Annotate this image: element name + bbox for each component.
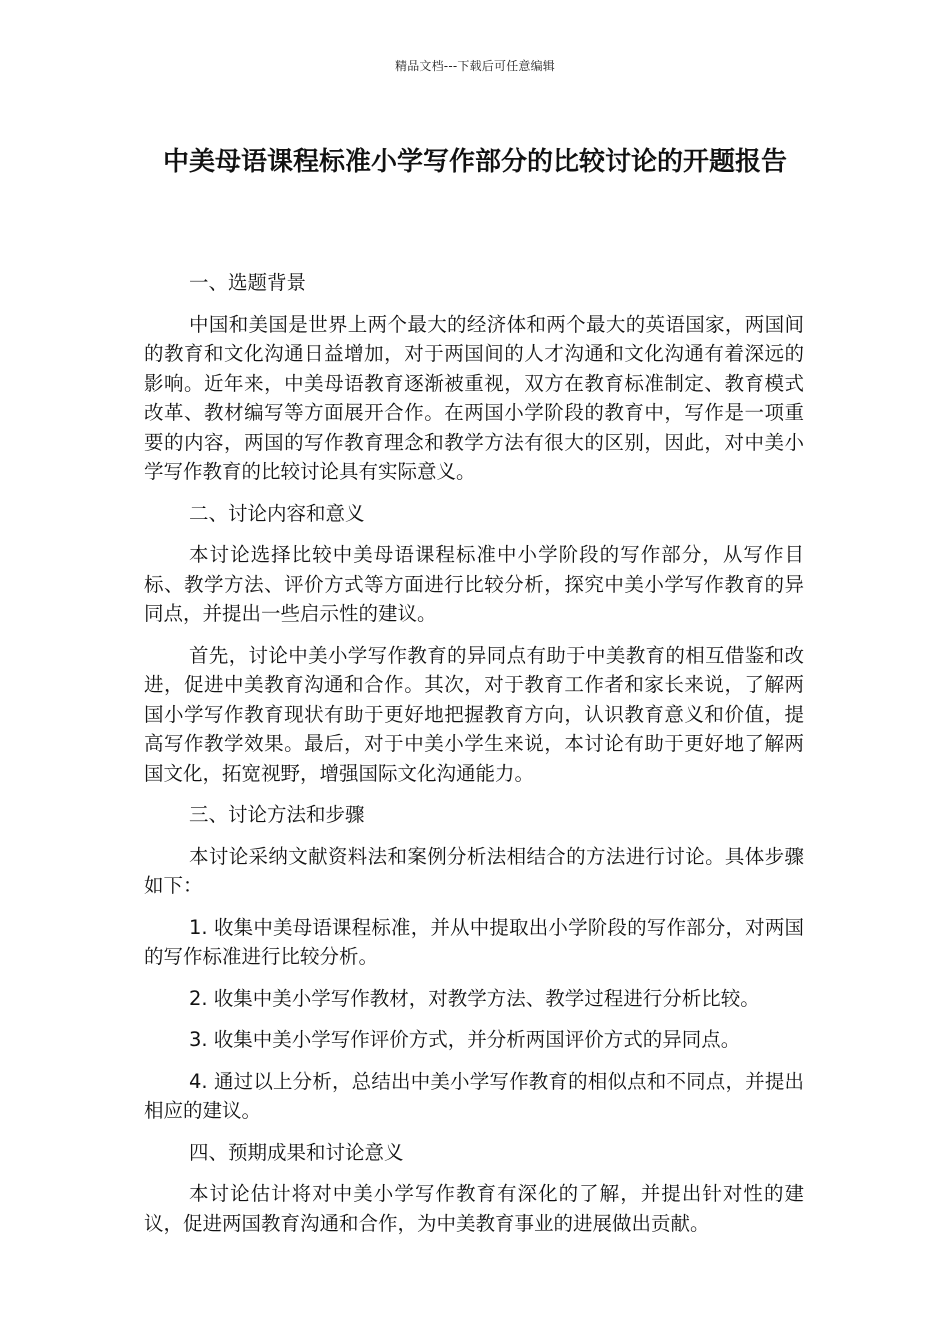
section-heading-methods: 三、讨论方法和步骤 [189, 803, 365, 826]
paragraph-methods-intro: 本讨论采纳文献资料法和案例分析法相结合的方法进行讨论。具体步骤如下： [144, 844, 804, 897]
section-heading-background: 一、选题背景 [189, 271, 307, 294]
list-item-step-4: 4. 通过以上分析，总结出中美小学写作教育的相似点和不同点，并提出相应的建议。 [144, 1069, 804, 1122]
header-note: 精品文档---下载后可任意编辑 [395, 59, 555, 73]
list-item-step-1: 1. 收集中美母语课程标准，并从中提取出小学阶段的写作部分，对两国的写作标准进行比较分析。 [144, 915, 804, 968]
document-body [144, 268, 804, 1250]
list-item-step-3: 3. 收集中美小学写作评价方式，并分析两国评价方式的异同点。 [189, 1028, 741, 1051]
paragraph-content-scope: 本讨论选择比较中美母语课程标准中小学阶段的写作部分，从写作目标、教学方法、评价方式等方面进行比较分析，探究中美小学写作教育的异同点，并提出一些启示性的建议。 [144, 543, 804, 625]
list-item-step-2: 2. 收集中美小学写作教材，对教学方法、教学过程进行分析比较。 [189, 986, 760, 1010]
section-heading-outcomes: 四、预期成果和讨论意义 [189, 1140, 404, 1164]
section-heading-content: 二、讨论内容和意义 [189, 501, 365, 525]
document-title: 中美母语课程标准小学写作部分的比较讨论的开题报告 [162, 147, 787, 177]
paragraph-outcomes: 本讨论估计将对中美小学写作教育有深化的了解，并提出针对性的建议，促进两国教育沟通和合作，为中美教育事业的进展做出贡献。 [144, 1182, 804, 1235]
paragraph-background: 中国和美国是世界上两个最大的经济体和两个最大的英语国家，两国间的教育和文化沟通日益增加，对于两国间的人才沟通和文化沟通有着深远的影响。近年来，中美母语教育逐渐被重视，双方在教育标准制定、教育模式改革、教材编写等方面展开合作。在两国小学阶段的教育中，写作是一项重要的内容，两国的写作教育理念和教学方法有很大的区别，因此，对中美小学写作教育的比较讨论具有实际意义。 [144, 312, 804, 483]
paragraph-content-significance: 首先，讨论中美小学写作教育的异同点有助于中美教育的相互借鉴和改进，促进中美教育沟通和合作。其次，对于教育工作者和家长来说，了解两国小学写作教育现状有助于更好地把握教育方向，认识教育意义和价值，提高写作教学效果。最后，对于中美小学生来说，本讨论有助于更好地了解两国文化，拓宽视野，增强国际文化沟通能力。 [144, 643, 804, 785]
